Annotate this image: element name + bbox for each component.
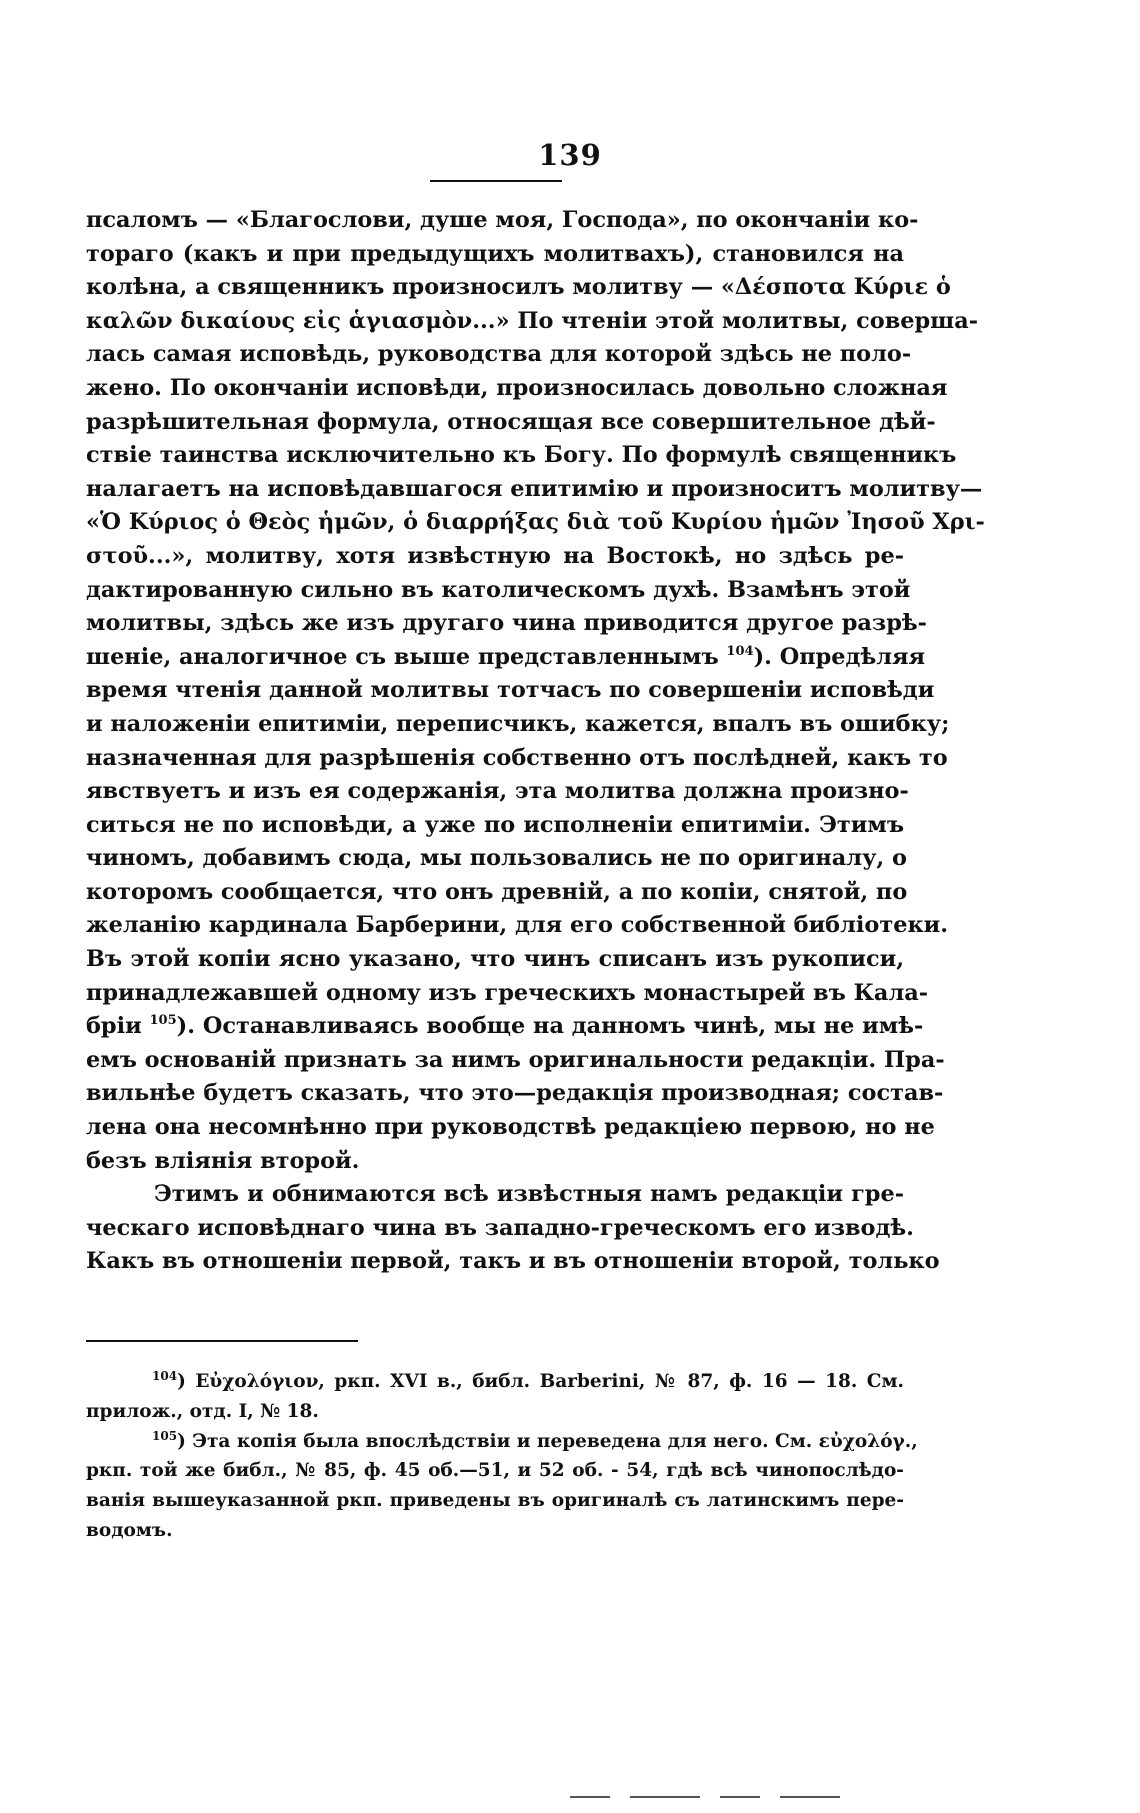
text-line: Какъ въ отношеніи первой, такъ и въ отношеніи второй, только <box>86 1248 940 1275</box>
text-line: ческаго исповѣднаго чина въ западно-греческомъ его изводѣ. <box>86 1214 914 1241</box>
text-line: дактированную сильно въ католическомъ духѣ. Взамѣнъ этой <box>86 576 911 603</box>
text-line: Въ этой копіи ясно указано, что чинъ списанъ изъ рукописи, <box>86 946 904 973</box>
text-line: псаломъ — «Благослови, душе моя, Господа», по окончаніи ко- <box>86 207 919 233</box>
text-line: явствуетъ и изъ ея содержанія, эта молитва должна произно- <box>86 778 909 805</box>
text-line: жено. По окончаніи исповѣди, произносилась довольно сложная <box>86 374 948 401</box>
text-line: емъ основаній признать за нимъ оригинальности редакціи. Пра- <box>86 1046 945 1073</box>
paragraph-start-line: Этимъ и обнимаются всѣ извѣстныя намъ редакціи гре- <box>154 1181 904 1208</box>
footnote-text: ) Εὐχολόγιον, ркп. XVI в., библ. Barberini, № 87, ф. 16 — 18. См. <box>177 1371 904 1392</box>
text-line: καλῶν δικαίους εἰς ἁγιασμὸν...» По чтеніи этой молитвы, соверша- <box>86 307 979 334</box>
text-line: безъ вліянія второй. <box>86 1147 360 1174</box>
text-line: налагаетъ на исповѣдавшагося епитимію и произноситъ молитву— <box>86 475 983 502</box>
text-segment: ). Опредѣляя <box>753 643 926 670</box>
page-number: 139 <box>538 138 602 172</box>
text-line: колѣна, а священникъ произносилъ молитву — «Δέσποτα Κύριε ὁ <box>86 274 951 301</box>
page-number-rule <box>430 180 562 182</box>
text-line: лена она несомнѣнно при руководствѣ редакціею первою, но не <box>86 1114 935 1141</box>
text-line: тораго (какъ и при предыдущихъ молитвахъ), становился на <box>86 240 904 267</box>
footnote-ref-105[interactable]: 105 <box>149 1013 177 1029</box>
footnote-separator <box>86 1340 358 1342</box>
text-line: которомъ сообщается, что онъ древній, а по копіи, снятой, по <box>86 878 908 905</box>
text-segment: ). Останавливаясь вообще на данномъ чинѣ, мы не имѣ- <box>176 1013 924 1040</box>
text-line: принадлежавшей одному изъ греческихъ монастырей въ Кала- <box>86 979 929 1006</box>
footnote-mark: 104 <box>152 1369 178 1383</box>
text-line: и наложеніи епитиміи, переписчикъ, кажется, впалъ въ ошибку; <box>86 710 950 737</box>
footnote-line: водомъ. <box>86 1519 173 1541</box>
text-line: στοῦ...», молитву, хотя извѣстную на Востокѣ, но здѣсь ре- <box>86 542 904 569</box>
text-line: вильнѣе будетъ сказать, что это—редакція производная; состав- <box>86 1080 944 1107</box>
footnote-line: ркп. той же библ., № 85, ф. 45 об.—51, и 52 об. - 54, гдѣ всѣ чинопослѣдо- <box>86 1460 904 1482</box>
footnote-line: прилож., отд. I, № 18. <box>86 1400 319 1422</box>
scan-edge-marks <box>570 1796 850 1800</box>
text-segment: шеніе, аналогичное съ выше представленнымъ <box>86 643 727 670</box>
footnote-text: ) Эта копія была впослѣдствіи и переведена для него. См. εὐχολόγ., <box>177 1430 918 1452</box>
body-text <box>86 204 985 1279</box>
footnote-line: ванія вышеуказанной ркп. приведены въ оригиналѣ съ латинскимъ пере- <box>86 1490 904 1512</box>
text-line: время чтенія данной молитвы тотчасъ по совершеніи исповѣди <box>86 677 935 704</box>
text-line: разрѣшительная формула, относящая все совершительное дѣй- <box>86 408 936 435</box>
text-line-with-ref-104 <box>86 641 926 675</box>
text-line-with-ref-105 <box>86 1010 924 1044</box>
text-line: чиномъ, добавимъ сюда, мы пользовались не по оригиналу, о <box>86 845 907 872</box>
footnote-104 <box>86 1367 904 1397</box>
footnote-ref-104[interactable]: 104 <box>726 643 754 659</box>
text-line: назначенная для разрѣшенія собственно отъ послѣдней, какъ то <box>86 744 948 771</box>
text-line: «Ὁ Κύριος ὁ Θεὸς ἡμῶν, ὁ διαρρήξας διὰ τοῦ Κυρίου ἡμῶν Ἰησοῦ Χρι- <box>86 509 985 536</box>
text-line: ситься не по исповѣди, а уже по исполненіи епитиміи. Этимъ <box>86 811 904 838</box>
footnote-mark: 105 <box>152 1428 178 1443</box>
footnote-105 <box>86 1427 918 1457</box>
text-segment: бріи <box>86 1013 150 1040</box>
text-line: желанію кардинала Барберини, для его собственной библіотеки. <box>86 912 949 939</box>
footnotes <box>86 1367 918 1546</box>
text-line: ствіе таинства исключительно къ Богу. По формулѣ священникъ <box>86 442 957 469</box>
text-line: молитвы, здѣсь же изъ другаго чина приводится другое разрѣ- <box>86 610 927 637</box>
text-line: лась самая исповѣдь, руководства для которой здѣсь не поло- <box>86 341 912 368</box>
